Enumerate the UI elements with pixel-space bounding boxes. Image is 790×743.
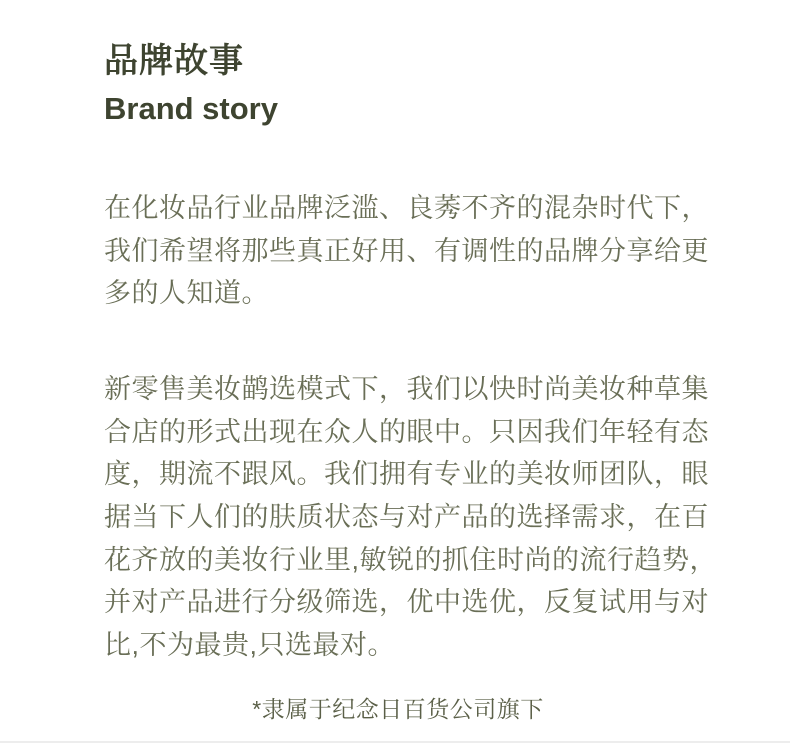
paragraph-line: 新零售美妆鹋选模式下，我们以快时尚美妆种草集 — [104, 373, 709, 404]
paragraph-line: 多的人知道。 — [104, 278, 269, 309]
paragraph-line: 并对产品进行分级筛选，优中选优，反复试用与对 — [104, 587, 709, 618]
paragraph-line: 度，期流不跟风。我们拥有专业的美妆师团队，眼 — [104, 459, 709, 490]
affiliation-note: *隶属于纪念日百货公司旗下 — [252, 695, 544, 722]
brand-intro-paragraph — [104, 187, 709, 315]
page-title-en: Brand story — [104, 90, 278, 126]
page-title-zh: 品牌故事 — [104, 42, 244, 80]
paragraph-line: 据当下人们的肤质状态与对产品的选择需求，在百 — [104, 501, 709, 532]
paragraph-line: 比,不为最贵,只选最对。 — [104, 629, 396, 660]
paragraph-line: 在化妆品行业品牌泛滥、良莠不齐的混杂时代下， — [104, 192, 709, 223]
paragraph-line: 合店的形式出现在众人的眼中。只因我们年轻有态 — [104, 416, 709, 447]
paragraph-line: 花齐放的美妆行业里,敏锐的抓住时尚的流行趋势， — [104, 544, 718, 575]
paragraph-line: 我们希望将那些真正好用、有调性的品牌分享给更 — [104, 235, 709, 266]
brand-model-paragraph — [104, 368, 718, 667]
